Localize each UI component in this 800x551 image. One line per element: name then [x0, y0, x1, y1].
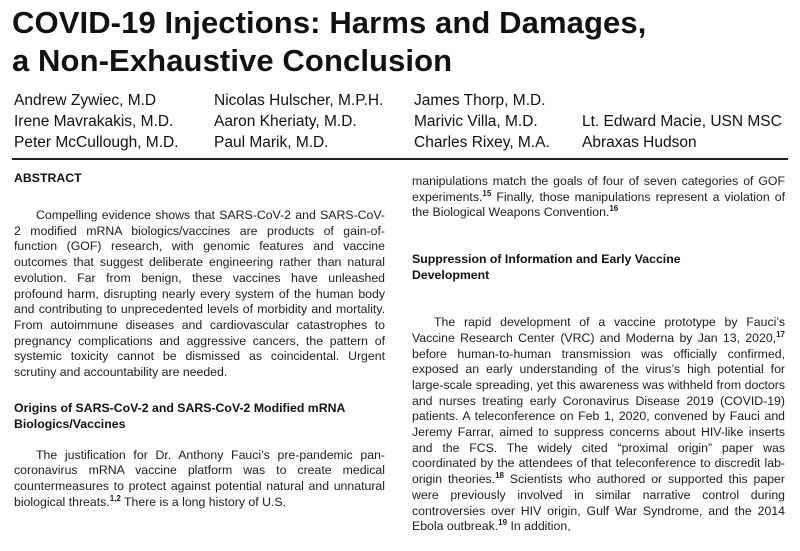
- origins-heading-line-1: Origins of SARS-CoV-2 and SARS-CoV-2 Modified mRNA: [14, 400, 346, 415]
- author-column-4: [582, 111, 782, 153]
- suppression-text: [412, 315, 785, 535]
- suppression-heading-line-2: Development: [412, 268, 490, 283]
- origins-heading: [14, 400, 385, 432]
- author-name: Irene Mavrakakis, M.D.: [14, 113, 174, 130]
- author-name: Nicolas Hulscher, M.P.H.: [214, 92, 384, 109]
- title-line-1: COVID-19 Injections: Harms and Damages,: [12, 5, 647, 40]
- suppression-body-3: Scientists who authored or supported this paper were previously involved in similar narrative control during controversies over HIV origin, Gulf War Syndrome, and the 2014 Ebola outbreak.: [412, 472, 785, 534]
- author-name: Peter McCullough, M.D.: [14, 134, 179, 151]
- author-name: James Thorp, M.D.: [414, 92, 546, 109]
- author-name: Paul Marik, M.D.: [214, 134, 329, 151]
- citation: 18: [495, 471, 505, 481]
- right-column: [412, 174, 785, 535]
- continued-body-2: Finally, those manipulations represent a violation of the Biological Weapons Convention.: [412, 189, 785, 220]
- origins-text: [14, 448, 385, 511]
- continued-body: manipulations match the goals of four of seven categories of GOF experiments.: [412, 174, 785, 204]
- suppression-heading-line-1: Suppression of Information and Early Vaccine: [412, 252, 681, 267]
- author-column-2: [214, 90, 383, 153]
- citation: 19: [498, 518, 508, 528]
- author-name: Marivic Villa, M.D.: [414, 113, 538, 130]
- origins-body: The justification for Dr. Anthony Fauci’s pre-pandemic pan-coronavirus mRNA vaccine platform was to create medical countermeasures to protect against potential natural and unnatural biological threats.: [14, 447, 385, 509]
- suppression-body-2: before human-to-human transmission was officially confirmed, exposed an early understanding of the virus’s high potential for large-scale spreading, yet this awareness was withheld from doctors and nurses treating early Coronavirus Disease 2019 (COVID-19) patients. A teleconference on Feb 1, 2020, convened by Fauci and Jeremy Farrar, aimed to suppress concerns about HIV-like inserts and the FCS. The widely cited “proximal origin” paper was coordinated by the attendees of that teleconference to discredit lab-origin theories.: [412, 346, 785, 487]
- author-name: Abraxas Hudson: [582, 134, 697, 151]
- continued-text: [412, 174, 785, 221]
- abstract-heading: ABSTRACT: [14, 171, 82, 185]
- left-column: [14, 170, 385, 511]
- author-name: Lt. Edward Macie, USN MSC: [582, 113, 782, 130]
- suppression-heading: [412, 251, 785, 283]
- citation: 15: [482, 188, 492, 198]
- citation: 1,2: [109, 493, 121, 503]
- origins-heading-line-2: Biologics/Vaccines: [14, 416, 126, 431]
- author-name: Aaron Kheriaty, M.D.: [214, 113, 357, 130]
- title-line-2: a Non-Exhaustive Conclusion: [12, 43, 453, 78]
- paper-title: [12, 4, 792, 80]
- header-divider: [12, 158, 788, 160]
- author-name: Andrew Zywiec, M.D: [14, 92, 157, 109]
- suppression-body-4: In addition,: [507, 519, 571, 534]
- author-column-3: [414, 90, 550, 153]
- abstract-text: Compelling evidence shows that SARS-CoV-2 and SARS-CoV-2 modified mRNA biologics/vaccines are products of gain-of-function (GOF) research, with genomic features and vaccine outcomes that suggest deliberate engineering rather than natural evolution. Far from benign, these vaccines have unleashed profound harm, disrupting nearly every system of the human body and contributing to unprecedented levels of morbidity and mortality. From autoimmune diseases and cardiovascular catastrophes to pregnancy complications and aggressive cancers, the pattern of systemic toxicity cannot be dismissed as coincidental. Urgent scrutiny and accountability are needed.: [14, 208, 385, 380]
- citation: 17: [776, 329, 785, 339]
- citation: 16: [609, 204, 619, 214]
- author-column-1: [14, 90, 179, 153]
- origins-body-tail: There is a long history of U.S.: [120, 494, 287, 509]
- suppression-body-1: The rapid development of a vaccine prototype by Fauci’s Vaccine Research Center (VRC) and Moderna by Jan 13, 2020,: [412, 315, 785, 345]
- author-name: Charles Rixey, M.A.: [414, 134, 550, 151]
